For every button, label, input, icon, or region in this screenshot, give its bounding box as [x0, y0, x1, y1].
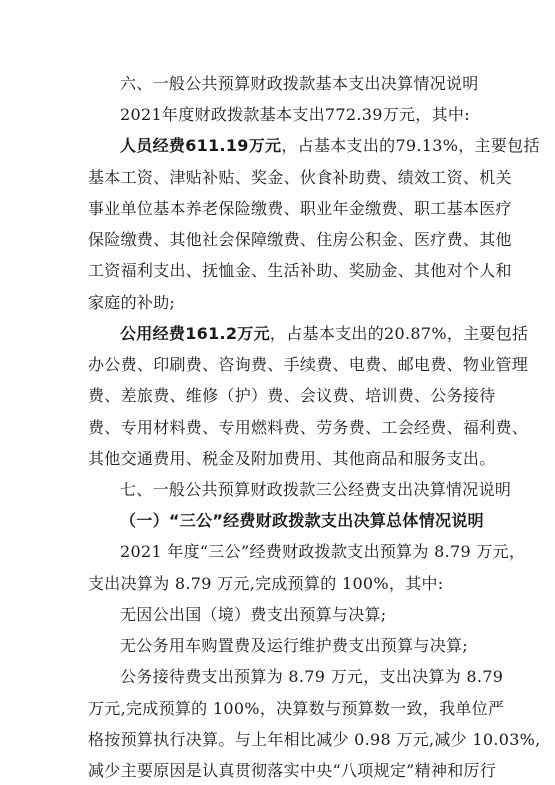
public-line-2: 办公费、印刷费、咨询费、手续费、电费、邮电费、物业管理	[88, 355, 529, 374]
personnel-line-3: 事业单位基本养老保险缴费、职业年金缴费、职工基本医疗	[88, 199, 512, 218]
public-line-3: 费、差旅费、维修（护）费、会议费、培训费、公务接待	[88, 386, 496, 405]
public-line-4: 费、专用材料费、专用燃料费、劳务费、工会经费、福利费、	[88, 418, 529, 437]
personnel-line-6: 家庭的补助;	[88, 293, 176, 312]
reception-line-1: 公务接待费支出预算为 8.79 万元，支出决算为 8.79	[120, 667, 504, 686]
public-line-1	[120, 324, 529, 344]
personnel-expense-share: ，占基本支出的79.13%，主要包括	[281, 136, 540, 155]
three-public-budget-line-1: 2021 年度“三公”经费财政拨款支出预算为 8.79 万元，	[120, 542, 526, 561]
personnel-line-5: 工资福利支出、抚恤金、生活补助、奖励金、其他对个人和	[88, 261, 512, 280]
three-public-budget-line-2: 支出决算为 8.79 万元,完成预算的 100%，其中:	[88, 574, 444, 593]
reception-line-3: 格按预算执行决算。与上年相比减少 0.98 万元,减少 10.03%,	[88, 730, 541, 749]
public-expense-share: ，占基本支出的20.87%，主要包括	[269, 324, 529, 343]
vehicle-expense-note: 无公务用车购置费及运行维护费支出预算与决算;	[120, 636, 468, 655]
overseas-travel-note: 无因公出国（境）费支出预算与决算;	[120, 605, 387, 624]
reception-line-2: 万元,完成预算的 100%，决算数与预算数一致，我单位严	[88, 699, 505, 718]
base-expenditure-intro: 2021年度财政拨款基本支出772.39万元，其中:	[120, 105, 470, 124]
personnel-line-1	[120, 136, 540, 156]
public-line-5: 其他交通费用、税金及附加费用、其他商品和服务支出。	[88, 449, 496, 468]
personnel-line-4: 保险缴费、其他社会保障缴费、住房公积金、医疗费、其他	[88, 230, 512, 249]
personnel-line-2: 基本工资、津贴补贴、奖金、伙食补助费、绩效工资、机关	[88, 168, 512, 187]
public-expense-label: 公用经费161.2万元	[120, 324, 270, 343]
reception-line-4: 减少主要原因是认真贯彻落实中央“八项规定”精神和厉行	[88, 761, 497, 780]
section-7-heading: 七、一般公共预算财政拨款三公经费支出决算情况说明	[120, 480, 512, 499]
personnel-expense-label: 人员经费611.19万元	[120, 136, 282, 155]
section-6-heading: 六、一般公共预算财政拨款基本支出决算情况说明	[120, 74, 479, 93]
section-7-subheading: （一）“三公”经费财政拨款支出决算总体情况说明	[120, 511, 484, 530]
